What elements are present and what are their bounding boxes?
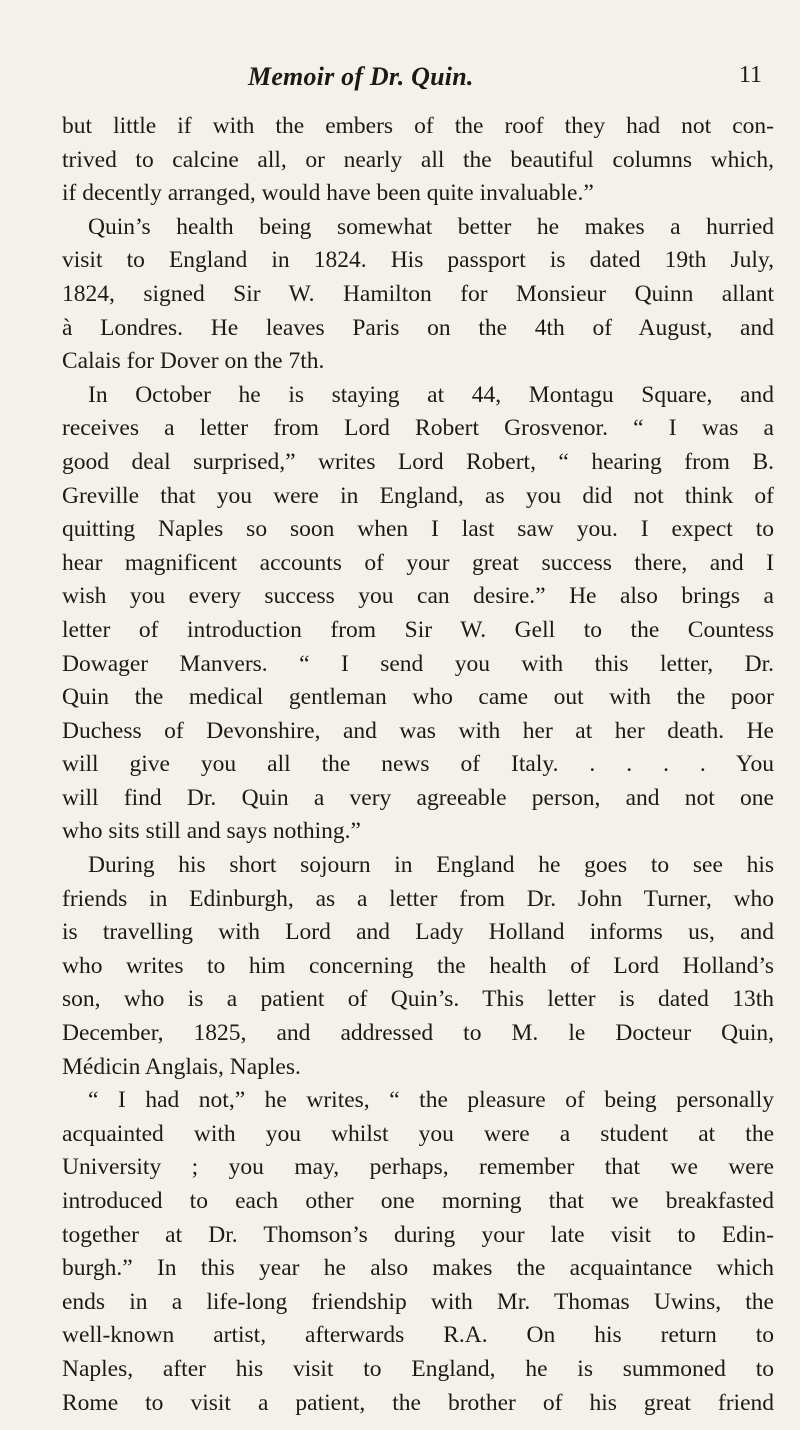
text-line: During his short sojourn in England he goes to see his [88, 852, 774, 879]
text-line: who writes to him concerning the health of Lord Holland’s [62, 952, 774, 979]
text-line: wish you every success you can desire.” He also brings a [62, 583, 774, 610]
text-line: son, who is a patient of Quin’s. This letter is dated 13th [62, 986, 774, 1013]
text-line: will find Dr. Quin a very agreeable person, and not one [62, 784, 774, 811]
running-title: Memoir of Dr. Quin. [248, 62, 474, 91]
text-line: quitting Naples so soon when I last saw you. I expect to [62, 516, 774, 543]
text-line: 1824, signed Sir W. Hamilton for Monsieur Quinn allant [62, 280, 774, 307]
text-line: Naples, after his visit to England, he is summoned to [62, 1355, 774, 1382]
text-line: is travelling with Lord and Lady Holland informs us, and [62, 919, 774, 946]
text-line: letter of introduction from Sir W. Gell to the Countess [62, 616, 774, 643]
text-line: Duchess of Devonshire, and was with her at her death. He [62, 717, 774, 744]
text-line: “ I had not,” he writes, “ the pleasure of being personally [88, 1087, 774, 1114]
text-line: University ; you may, perhaps, remember that we were [62, 1154, 774, 1181]
page-number: 11 [738, 62, 762, 88]
text-line: Calais for Dover on the 7th. [62, 348, 325, 375]
text-line: receives a letter from Lord Robert Grosvenor. “ I was a [62, 415, 774, 442]
text-line: à Londres. He leaves Paris on the 4th of August, and [62, 314, 774, 341]
text-line: Dowager Manvers. “ I send you with this letter, Dr. [62, 650, 774, 677]
text-line: Quin’s health being somewhat better he makes a hurried [88, 213, 774, 240]
text-line: Greville that you were in England, as you did not think of [62, 482, 774, 509]
text-line: friends in Edinburgh, as a letter from Dr. John Turner, who [62, 885, 774, 912]
text-line: trived to calcine all, or nearly all the beautiful columns which, [62, 146, 774, 173]
running-head [62, 62, 762, 94]
text-line: good deal surprised,” writes Lord Robert, “ hearing from B. [62, 448, 774, 475]
text-line: well-known artist, afterwards R.A. On his return to [62, 1322, 774, 1349]
text-line: hear magnificent accounts of your great success there, and I [62, 549, 774, 576]
text-line: In October he is staying at 44, Montagu Square, and [88, 381, 774, 408]
text-line: Rome to visit a patient, the brother of his great friend [62, 1389, 774, 1416]
text-line: but little if with the embers of the roof they had not con- [62, 113, 774, 139]
body-text [62, 110, 774, 1420]
text-line: ends in a life-long friendship with Mr. Thomas Uwins, the [62, 1288, 774, 1315]
text-line: will give you all the news of Italy. . . . . You [62, 751, 774, 778]
text-line: together at Dr. Thomson’s during your late visit to Edin- [62, 1221, 774, 1248]
text-line: introduced to each other one morning that we breakfasted [62, 1188, 774, 1214]
text-line: visit to England in 1824. His passport is dated 19th July, [62, 247, 774, 274]
text-line: Médicin Anglais, Naples. [62, 1053, 301, 1080]
text-line: acquainted with you whilst you were a student at the [62, 1120, 774, 1147]
text-line: if decently arranged, would have been quite invaluable.” [62, 180, 594, 207]
text-line: December, 1825, and addressed to M. le Docteur Quin, [62, 1020, 774, 1047]
text-line: burgh.” In this year he also makes the acquaintance which [62, 1255, 774, 1282]
text-line: who sits still and says nothing.” [62, 818, 361, 845]
text-line: Quin the medical gentleman who came out with the poor [62, 684, 774, 711]
